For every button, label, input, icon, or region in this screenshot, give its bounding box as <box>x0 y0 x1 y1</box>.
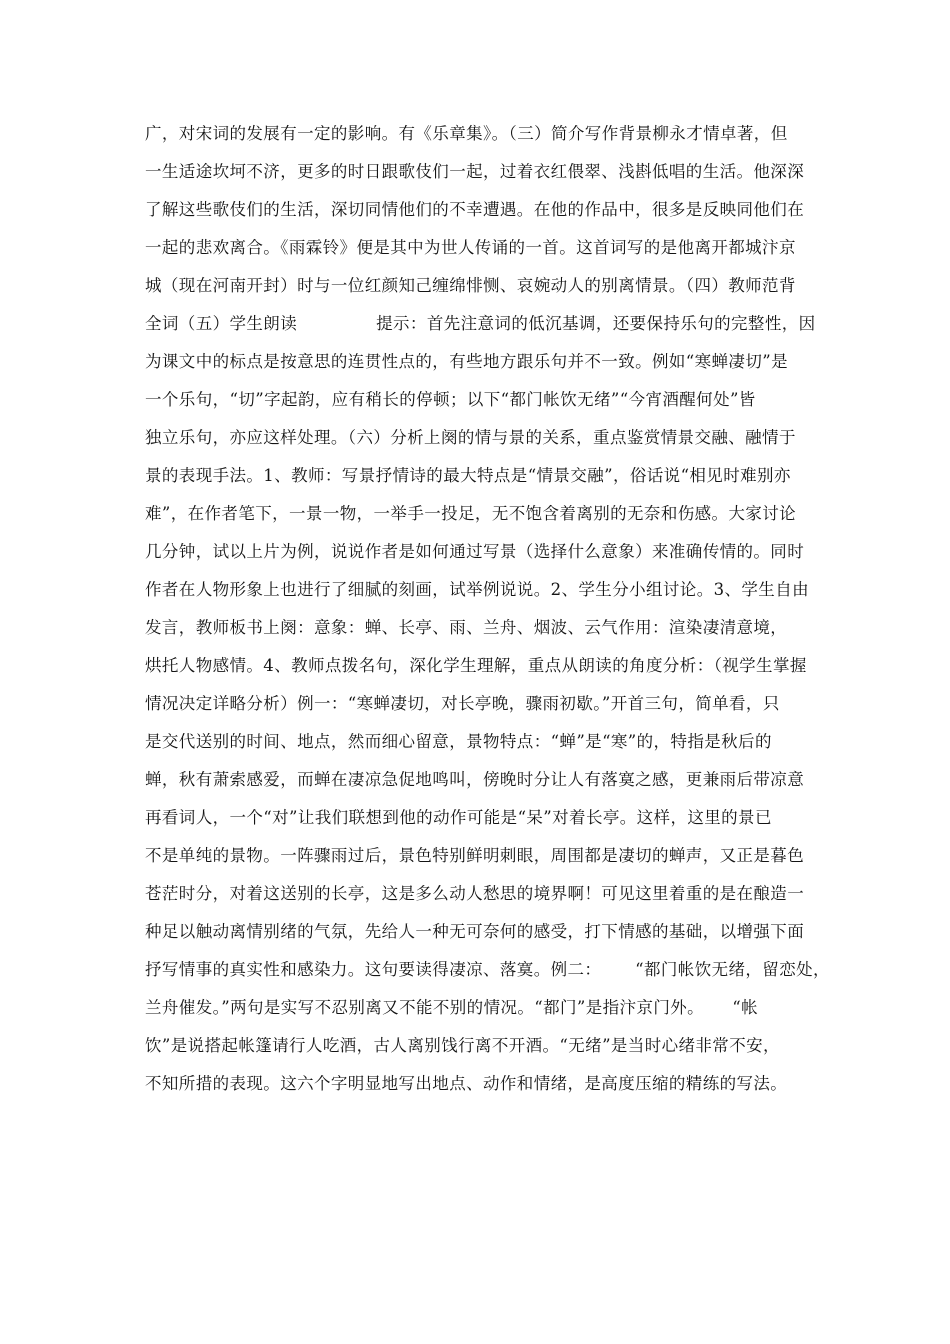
text-line: 情况决定详略分析）例一：“寒蝉凄切，对长亭晚，骤雨初歇。”开首三句，简单看，只 <box>145 694 780 713</box>
text-line: 一个乐句，“切”字起韵，应有稍长的停顿；以下“都门帐饮无绪”“今宵酒醒何处”皆 <box>145 390 756 409</box>
text-line: 独立乐句，亦应这样处理。（六）分析上阕的情与景的关系，重点鉴赏情景交融、融情于 <box>145 428 796 447</box>
text-line: 苍茫时分，对着这送别的长亭，这是多么动人愁思的境界啊！可见这里着重的是在酿造一 <box>145 884 805 903</box>
text-line: 广，对宋词的发展有一定的影响。有《乐章集》。（三）简介写作背景柳永才情卓著，但 <box>145 124 788 143</box>
text-line: 了解这些歌伎们的生活，深切同情他们的不幸遭遇。在他的作品中，很多是反映同他们在 <box>145 200 805 219</box>
text-line: 不是单纯的景物。一阵骤雨过后，景色特别鲜明刺眼，周围都是凄切的蝉声，又正是暮色 <box>145 846 805 865</box>
text-line: 难”，在作者笔下，一景一物，一举手一投足，无不饱含着离别的无奈和伤感。大家讨论 <box>145 504 797 523</box>
text-line: 为课文中的标点是按意思的连贯性点的，有些地方跟乐句并不一致。例如“寒蝉凄切”是 <box>145 352 788 371</box>
text-line: 全词（五）学生朗读 提示：首先注意词的低沉基调，还要保持乐句的完整性，因 <box>145 314 816 333</box>
text-line: 兰舟催发。”两句是实写不忍别离又不能不别的情况。“都门”是指汴京门外。 “帐 <box>145 998 759 1017</box>
text-line: 几分钟，试以上片为例，说说作者是如何通过写景（选择什么意象）来准确传情的。同时 <box>145 542 805 561</box>
text-line: 景的表现手法。1、教师：写景抒情诗的最大特点是“情景交融”，俗话说“相见时难别亦 <box>145 466 791 485</box>
text-line: 一生适途坎坷不济，更多的时日跟歌伎们一起，过着衣红偎翠、浅斟低唱的生活。他深深 <box>145 162 805 181</box>
text-line: 作者在人物形象上也进行了细腻的刻画，试举例说说。2、学生分小组讨论。3、学生自由 <box>145 580 809 599</box>
text-line: 发言，教师板书上阕：意象：蝉、长亭、雨、兰舟、烟波、云气作用：渲染凄清意境， <box>145 618 788 637</box>
text-line: 饮”是说搭起帐篷请行人吃酒，古人离别饯行离不开酒。“无绪”是当时心绪非常不安， <box>145 1036 780 1055</box>
text-line: 再看词人，一个“对”让我们联想到他的动作可能是“呆”对着长亭。这样，这里的景已 <box>145 808 772 827</box>
text-line: 抒写情事的真实性和感染力。这句要读得凄凉、落寞。例二： “都门帐饮无绪，留恋处， <box>145 960 830 979</box>
text-line: 烘托人物感情。4、教师点拨名句，深化学生理解，重点从朗读的角度分析：（视学生掌握 <box>145 656 807 675</box>
text-line: 是交代送别的时间、地点，然而细心留意，景物特点：“蝉”是“寒”的，特指是秋后的 <box>145 732 772 751</box>
text-line: 一起的悲欢离合。《雨霖铃》便是其中为世人传诵的一首。这首词写的是他离开都城汴京 <box>145 238 796 257</box>
text-line: 种足以触动离情别绪的气氛，先给人一种无可奈何的感受，打下情感的基础，以增强下面 <box>145 922 805 941</box>
text-line: 城（现在河南开封）时与一位红颜知己缠绵悱恻、哀婉动人的别离情景。（四）教师范背 <box>145 276 796 295</box>
text-line: 不知所措的表现。这六个字明显地写出地点、动作和情绪，是高度压缩的精练的写法。 <box>145 1074 788 1093</box>
text-line: 蝉，秋有萧索感爱，而蝉在凄凉急促地鸣叫，傍晚时分让人有落寞之感，更兼雨后带凉意 <box>145 770 805 789</box>
